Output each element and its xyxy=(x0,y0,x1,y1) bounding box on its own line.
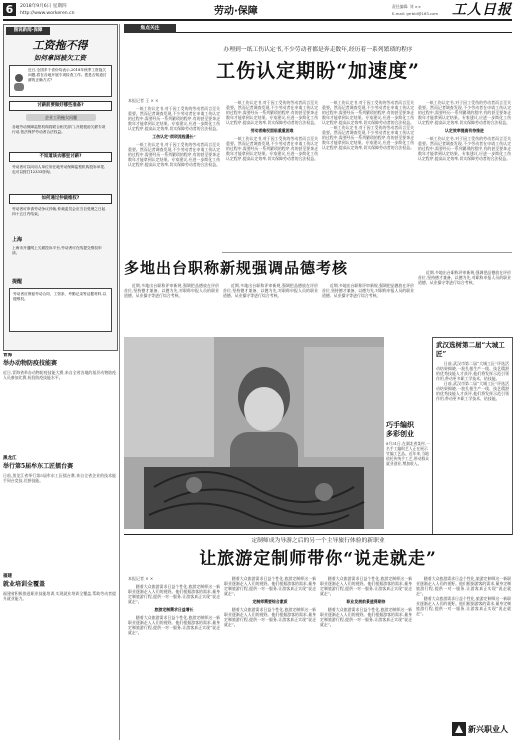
top-story-subhead-2: 劳动者维权面临重重困难 xyxy=(250,128,294,133)
middle-story-col-2 xyxy=(223,283,318,333)
middle-story-headline: 多地出台职称新规强调品德考核 xyxy=(124,259,349,277)
bottom-story-body: 随着大众旅游需求日益个性化,旅游定制师这一新职业逐渐走入人们的视野。他们根据游客的需求,量身定制旅游行程,提供一对一服务,让游客真正实现“说走就走”。 xyxy=(224,607,316,627)
brief-1 xyxy=(3,353,116,450)
feature-photo xyxy=(124,337,384,529)
brief-text: 福建省积极推进职业技能培训,实现就业培训全覆盖,帮助劳动者提升就业能力。 xyxy=(3,591,116,602)
sidebar-heading-3: 不知道该去哪里讨薪? xyxy=(9,152,112,162)
top-story-body: 一纸工伤认定书,对于因工受伤的劳动者而言至关重要。然而记者调查发现,不少劳动者在申请工伤认定的过程中,需要经历一系列繁琐的程序,有的甚至要奔走数年才能拿到认定结果。专家建议,应进一步简化工伤认定程序,提高认定效率,切实保障劳动者的合法权益。 xyxy=(226,136,318,161)
top-story-body: 一纸工伤认定书,对于因工受伤的劳动者而言至关重要。然而记者调查发现,不少劳动者在申请工伤认定的过程中,需要经历一系列繁琐的程序,有的甚至要奔走数年才能拿到认定结果。专家建议,应进一步简化工伤认定程序,提高认定效率,切实保障劳动者的合法权益。 xyxy=(322,100,414,125)
bottom-story-body: 随着大众旅游需求日益个性化,旅游定制师这一新职业逐渐走入人们的视野。他们根据游客的需求,量身定制旅游行程,提供一对一服务,让游客真正实现“说走就走”。 xyxy=(128,615,220,635)
bottom-story-body: 随着大众旅游需求日益个性化,旅游定制师这一新职业逐渐走入人们的视野。他们根据游客的需求,量身定制旅游行程,提供一对一服务,让游客真正实现“说走就走”。 xyxy=(320,607,412,627)
top-story-kicker: 焦点关注 xyxy=(124,24,176,33)
brief-title: 举办动物防疫技能赛 xyxy=(3,360,58,368)
bottom-story-subtitle: 定制师成为导游之后的另一个主导旅行体验的新职业 xyxy=(251,538,385,544)
top-story-body: 一纸工伤认定书,对于因工受伤的劳动者而言至关重要。然而记者调查发现,不少劳动者在申请工伤认定的过程中,需要经历一系列繁琐的程序,有的甚至要奔走数年才能拿到认定结果。专家建议,应进一步简化工伤认定程序,提高认定效率,切实保障劳动者的合法权益。 xyxy=(226,100,318,125)
middle-story-col-1 xyxy=(124,283,219,333)
top-story-subtitle: 办理到一纸工伤认定书,不少劳动者都是奔走数年,经历着一系列繁琐的程序 xyxy=(223,47,413,53)
bottom-story-subhead-1: 旅游定制需求日益增长 xyxy=(154,607,194,612)
sidebar-text-4: 上海市开通网上欠薪投诉平台,劳动者可在线提交维权申请。 xyxy=(12,246,102,255)
brief-2 xyxy=(3,456,116,568)
bottom-story-subhead-3: 职业发展前景值得期待 xyxy=(346,599,386,604)
bottom-story-body: 随着大众旅游需求日益个性化,旅游定制师这一新职业逐渐走入人们的视野。他们根据游客的需求,量身定制旅游行程,提供一对一服务,让游客真正实现“说走就走”。 xyxy=(416,596,511,616)
website: http://www.workeren.cn xyxy=(20,11,75,16)
footer-logo-text: 新兴职业人 xyxy=(468,724,508,734)
bottom-story-headline: 让旅游定制师带你“说走就走” xyxy=(199,549,437,569)
photo-caption-text: 8月31日,在湖北省某村,一名手工编织艺人正在展示竹编工艺品。近年来,当地依托传统手工艺,带动群众就业创业,增加收入。 xyxy=(386,441,430,466)
top-story-col-1 xyxy=(128,106,220,276)
bottom-story-body: 随着大众旅游需求日益个性化,旅游定制师这一新职业逐渐走入人们的视野。他们根据游客的需求,量身定制旅游行程,提供一对一服务,让游客真正实现“说走就走”。 xyxy=(416,576,511,596)
middle-story-col-4 xyxy=(418,270,511,332)
middle-story-body: 近期,多地出台职称评审新规,强调把品德放在评价首位,坚持德才兼备、以德为先,对职称申报人员的职业道德、从业操守等进行综合考核。 xyxy=(322,283,414,298)
top-story-body: 一纸工伤认定书,对于因工受伤的劳动者而言至关重要。然而记者调查发现,不少劳动者在申请工伤认定的过程中,需要经历一系列繁琐的程序,有的甚至要奔走数年才能拿到认定结果。专家建议,应进一步简化工伤认定程序,提高认定效率,切实保障劳动者的合法权益。 xyxy=(418,136,511,161)
logo-icon xyxy=(452,722,466,736)
section-rule xyxy=(222,252,512,253)
bottom-rule xyxy=(124,534,512,535)
editor-line: 责任编辑: 刘 ×× xyxy=(392,4,422,9)
sidebar-text-1: 各地劳动保障监察机构将联合相关部门,开展根治欠薪专项行动,依法保护劳动者合法权益。 xyxy=(12,125,106,134)
right-box-title: 武汉选树第二届“大城工匠” xyxy=(436,341,505,358)
top-story-col-3 xyxy=(322,100,414,250)
brief-tag: 黑龙江 xyxy=(3,456,17,462)
sidebar-label: 图说新闻·保障 xyxy=(6,27,50,35)
sidebar-heading-6: 提醒 xyxy=(12,279,23,285)
right-box-text: 日前,武汉市第二届“大城工匠”评选活动结果揭晓,一批扎根生产一线、技艺精湛的优秀技能人才获评,他们将发挥示范引领作用,带动更多职工学技术、钻技能。 xyxy=(436,361,509,381)
page-number: 6 xyxy=(3,3,16,16)
sidebar-q1: 近日,全国多个省份均表示,2018年秋季工资拖欠问题,将在各地开展专项检查工作。您是否知道讨薪的正确方式? xyxy=(28,68,107,82)
photo-caption xyxy=(386,420,430,532)
top-story-col-4 xyxy=(418,100,511,250)
sidebar-heading-5: 上海 xyxy=(12,237,23,243)
top-story-body: 一纸工伤认定书,对于因工受伤的劳动者而言至关重要。然而记者调查发现,不少劳动者在申请工伤认定的过程中,需要经历一系列繁琐的程序,有的甚至要奔走数年才能拿到认定结果。专家建议,应进一步简化工伤认定程序,提高认定效率,切实保障劳动者的合法权益。 xyxy=(128,142,220,167)
brief-title: 举行第5届牟东工匠擂台赛 xyxy=(3,463,74,471)
brief-tag: 青海 xyxy=(3,353,12,358)
bottom-story-col-1 xyxy=(128,584,220,740)
sidebar-gray-button: 企业工资拖欠问题 xyxy=(26,114,96,121)
sidebar-text-2: 劳动者可以向用人单位所在地劳动保障监察机构投诉举报,也可以拨打12333咨询。 xyxy=(12,165,106,174)
top-story-subhead-1: 工伤认定“烦琐流程漫长” xyxy=(152,134,196,139)
brief-text: 近日,青海省举办动物防疫技能大赛,来自全省各地的基层动物防疫人员参加比赛,检验防疫技能水平。 xyxy=(3,370,116,381)
bottom-story-col-3 xyxy=(320,576,412,740)
sidebar-text-5: 劳动者应保留劳动合同、工资条、考勤记录等证据材料,以便维权。 xyxy=(13,292,107,301)
top-story-byline: 本报记者 王 × × xyxy=(128,98,159,103)
sidebar-headline: 工资拖不得 xyxy=(32,39,88,52)
person-icon xyxy=(12,73,26,91)
sidebar-heading-4: 如何通过仲裁维权? xyxy=(9,194,112,204)
section-title: 劳动·保障 xyxy=(214,6,258,17)
right-box xyxy=(432,337,513,535)
paper-logo: 工人日报 xyxy=(452,2,512,18)
top-story-body: 一纸工伤认定书,对于因工受伤的劳动者而言至关重要。然而记者调查发现,不少劳动者在申请工伤认定的过程中,需要经历一系列繁琐的程序,有的甚至要奔走数年才能拿到认定结果。专家建议,应进一步简化工伤认定程序,提高认定效率,切实保障劳动者的合法权益。 xyxy=(418,100,511,125)
sidebar-infographic xyxy=(3,24,118,351)
brief-title: 就业培训全覆盖 xyxy=(3,581,46,589)
sidebar-text-3: 劳动者可申请劳动争议仲裁,仲裁委员会应当自受理之日起四十五日内结束。 xyxy=(12,207,106,216)
brief-3 xyxy=(3,574,116,711)
footer-logo xyxy=(452,720,512,740)
contact-line: E-mail: grrbld@163.com xyxy=(392,11,439,16)
middle-story-body: 近期,多地出台职称评审新规,强调把品德放在评价首位,坚持德才兼备、以德为先,对职称申报人员的职业道德、从业操守等进行综合考核。 xyxy=(223,283,318,298)
top-story-subhead-3: 认定效率提高有待推进 xyxy=(445,128,484,133)
photo-illustration xyxy=(124,337,384,529)
middle-story-body: 近期,多地出台职称评审新规,强调把品德放在评价首位,坚持德才兼备、以德为先,对职称申报人员的职业道德、从业操守等进行综合考核。 xyxy=(418,270,511,285)
right-box-text: 日前,武汉市第二届“大城工匠”评选活动结果揭晓,一批扎根生产一线、技艺精湛的优秀技能人才获评,他们将发挥示范引领作用,带动更多职工学技术、钻技能。 xyxy=(436,381,509,401)
sidebar-heading-2: 讨薪前要做好哪些准备? xyxy=(9,101,112,111)
top-story-headline: 工伤认定期盼“加速度” xyxy=(216,60,420,82)
brief-tag: 福建 xyxy=(3,574,12,580)
left-briefs xyxy=(3,353,116,741)
middle-story-body: 近期,多地出台职称评审新规,强调把品德放在评价首位,坚持德才兼备、以德为先,对职称申报人员的职业道德、从业操守等进行综合考核。 xyxy=(124,283,219,298)
date-line: 2018年9月6日 星期四 xyxy=(20,4,67,9)
bottom-story-body: 随着大众旅游需求日益个性化,旅游定制师这一新职业逐渐走入人们的视野。他们根据游客的需求,量身定制旅游行程,提供一对一服务,让游客真正实现“说走就走”。 xyxy=(224,576,316,596)
sidebar-q1-box xyxy=(9,65,112,97)
bottom-story-byline: 本报记者 × × xyxy=(128,576,154,581)
right-box-body xyxy=(433,361,512,535)
top-story-col-2 xyxy=(226,100,318,250)
middle-story-col-3 xyxy=(322,283,414,333)
top-story-body: 一纸工伤认定书,对于因工受伤的劳动者而言至关重要。然而记者调查发现,不少劳动者在申请工伤认定的过程中,需要经历一系列繁琐的程序,有的甚至要奔走数年才能拿到认定结果。专家建议,应进一步简化工伤认定程序,提高认定效率,切实保障劳动者的合法权益。 xyxy=(322,125,414,150)
column-divider xyxy=(119,24,120,740)
bottom-story-body: 随着大众旅游需求日益个性化,旅游定制师这一新职业逐渐走入人们的视野。他们根据游客的需求,量身定制旅游行程,提供一对一服务,让游客真正实现“说走就走”。 xyxy=(320,576,412,596)
bottom-story-col-4 xyxy=(416,576,511,716)
kicker-rule xyxy=(176,32,512,33)
bottom-story-col-2 xyxy=(224,576,316,740)
sidebar-tip-box xyxy=(9,288,112,332)
bottom-story-body: 随着大众旅游需求日益个性化,旅游定制师这一新职业逐渐走入人们的视野。他们根据游客的需求,量身定制旅游行程,提供一对一服务,让游客真正实现“说走就走”。 xyxy=(128,584,220,604)
photo-caption-title-2: 多彩创业 xyxy=(386,429,414,438)
sidebar-headline-2: 如何拿回被欠工资 xyxy=(34,54,86,62)
bottom-story-subhead-2: 定制师需要综合素质 xyxy=(252,599,288,604)
top-story-body: 一纸工伤认定书,对于因工受伤的劳动者而言至关重要。然而记者调查发现,不少劳动者在申请工伤认定的过程中,需要经历一系列繁琐的程序,有的甚至要奔走数年才能拿到认定结果。专家建议,应进一步简化工伤认定程序,提高认定效率,切实保障劳动者的合法权益。 xyxy=(128,106,220,131)
photo-caption-title-1: 巧手编织 xyxy=(386,420,414,429)
masthead-rule xyxy=(3,19,512,21)
brief-text: 日前,黑龙江省举行第5届牟东工匠擂台赛,来自全省企业的技术能手同台竞技,比拼技能。 xyxy=(3,473,116,484)
